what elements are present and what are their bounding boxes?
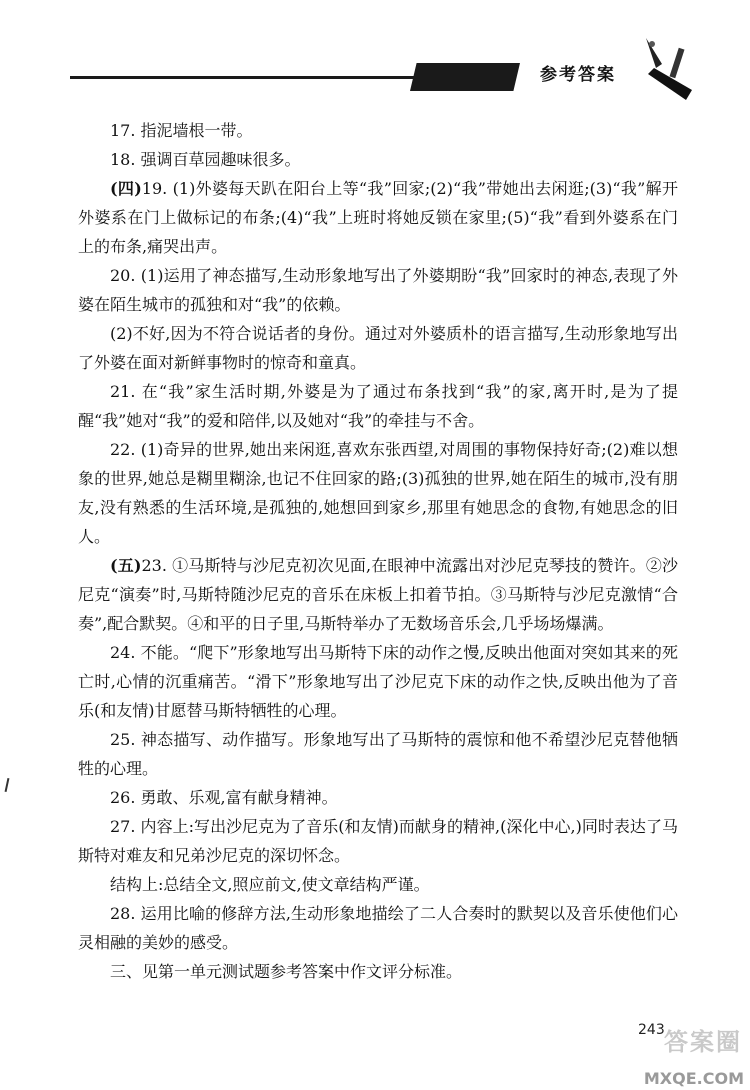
- answer-25: 25. 神态描写、动作描写。形象地写出了马斯特的震惊和他不希望沙尼克替他牺牲的心理。: [78, 730, 678, 778]
- watermark-text: MXQE.COM: [643, 1069, 744, 1088]
- answer-24: 24. 不能。“爬下”形象地写出马斯特下床的动作之慢,反映出他面对突如其来的死亡时,心情的沉重痛苦。“滑下”形象地写出了沙尼克下床的动作之快,反映出他为了音乐(和友情)甘愿替马斯特牺牲的心理。: [78, 643, 678, 720]
- answer-18: 18. 强调百草园趣味很多。: [110, 150, 301, 169]
- answer-23-text: 23. ①马斯特与沙尼克初次见面,在眼神中流露出对沙尼克琴技的赞许。②沙尼克“演奏”时,马斯特随沙尼克的音乐在床板上扣着节拍。③马斯特与沙尼克激情“合奏”,配合默契。④和平的日子里,马斯特举办了无数场音乐会,几乎场场爆满。: [78, 556, 678, 633]
- answer-21: 21. 在“我”家生活时期,外婆是为了通过布条找到“我”的家,离开时,是为了提醒“我”她对“我”的爱和陪伴,以及她对“我”的牵挂与不舍。: [78, 382, 678, 430]
- section-label-4: (四): [110, 179, 142, 198]
- header-bar: [410, 63, 520, 91]
- section-3-note: 三、见第一单元测试题参考答案中作文评分标准。: [110, 962, 463, 981]
- page-header: [0, 0, 750, 110]
- answer-19-text: 19. (1)外婆每天趴在阳台上等“我”回家;(2)“我”带她出去闲逛;(3)“我”解开外婆系在门上做标记的布条;(4)“我”上班时将她反锁在家里;(5)“我”看到外婆系在门上的布条,痛哭出声。: [78, 179, 678, 256]
- answer-26: 26. 勇敢、乐观,富有献身精神。: [110, 788, 338, 807]
- watermark-logo: 答案圈: [664, 1028, 742, 1056]
- answer-17: 17. 指泥墙根一带。: [110, 121, 253, 140]
- answer-27-content: 27. 内容上:写出沙尼克为了音乐(和友情)而献身的精神,(深化中心,)同时表达了马斯特对难友和兄弟沙尼克的深切怀念。: [78, 817, 678, 865]
- answer-19: [78, 174, 678, 261]
- answer-28: 28. 运用比喻的修辞方法,生动形象地描绘了二人合奏时的默契以及音乐使他们心灵相融的美妙的感受。: [78, 904, 678, 952]
- header-title: 参考答案: [540, 65, 616, 85]
- margin-mark: [5, 778, 10, 792]
- answer-content: [78, 116, 678, 986]
- answer-20-1: 20. (1)运用了神态描写,生动形象地写出了外婆期盼“我”回家时的神态,表现了外婆在陌生城市的孤独和对“我”的依赖。: [78, 266, 678, 314]
- pen-icon: [632, 30, 702, 102]
- watermark: [608, 1020, 750, 1090]
- answer-27-structure: 结构上:总结全文,照应前文,使文章结构严谨。: [110, 875, 430, 894]
- answer-22: 22. (1)奇异的世界,她出来闲逛,喜欢东张西望,对周围的事物保持好奇;(2)难以想象的世界,她总是糊里糊涂,也记不住回家的路;(3)孤独的世界,她在陌生的城市,没有朋友,没有熟悉的生活环境,是孤独的,她想回到家乡,那里有她思念的食物,有她思念的旧人。: [78, 440, 678, 546]
- answer-23: [78, 551, 678, 638]
- section-label-5: (五): [110, 556, 142, 575]
- header-rule: [70, 76, 440, 79]
- answer-20-2: (2)不好,因为不符合说话者的身份。通过对外婆质朴的语言描写,生动形象地写出了外婆在面对新鲜事物时的惊奇和童真。: [78, 324, 678, 372]
- page-number: 243: [638, 1022, 665, 1038]
